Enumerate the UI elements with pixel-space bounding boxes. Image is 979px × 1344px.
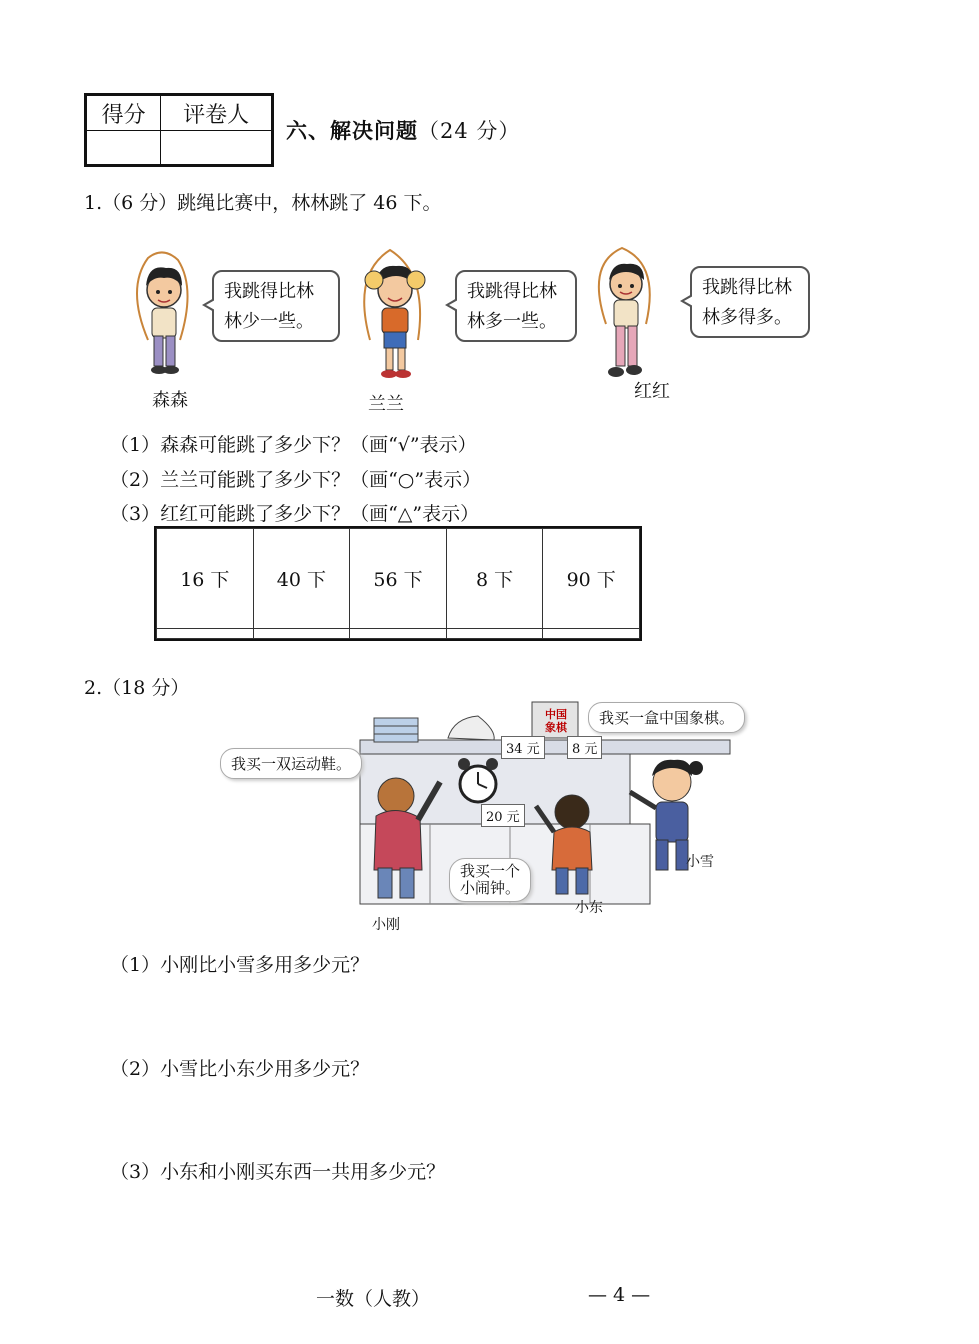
chess-box-label-line2: 象棋 [545, 721, 567, 734]
score-box [84, 93, 274, 167]
speech-bubble-xiaodong [449, 858, 531, 902]
section-title [286, 115, 520, 145]
table-header-90: 90 下 [543, 529, 640, 629]
answer-cell-8[interactable] [446, 629, 543, 639]
footer-page-number: — 4 — [588, 1284, 651, 1306]
kid-sensen-illustration [118, 248, 208, 388]
q1-intro: 1.（6 分）跳绳比赛中，林林跳了 46 下。 [84, 192, 442, 214]
kid-name-sensen: 森森 [152, 390, 188, 411]
name-xiaogang: 小刚 [372, 917, 400, 933]
answer-cell-16[interactable] [157, 629, 254, 639]
price-tag-shoes: 34 元 [501, 736, 545, 759]
kid-name-lanlan: 兰兰 [368, 394, 404, 415]
speech-lanlan-line2: 林多一些。 [467, 311, 557, 332]
speech-sensen-line2: 林少一些。 [224, 311, 314, 332]
section-points: （24 分） [418, 119, 521, 143]
answer-cell-40[interactable] [253, 629, 350, 639]
kid-honghong-illustration [582, 244, 672, 392]
speech-lanlan-line1: 我跳得比林 [467, 281, 557, 302]
speech-bubble-xiaoxue: 我买一盒中国象棋。 [588, 702, 745, 733]
speech-bubble-sensen [212, 270, 340, 342]
name-xiaoxue: 小雪 [686, 854, 714, 870]
table-header-40: 40 下 [253, 529, 350, 629]
speech-honghong-line1: 我跳得比林 [702, 277, 792, 298]
speech-sensen-line1: 我跳得比林 [224, 281, 314, 302]
table-header-8: 8 下 [446, 529, 543, 629]
q2-sub-2: （2）小雪比小东少用多少元？ [110, 1058, 370, 1080]
q1-sub-2: （2）兰兰可能跳了多少下？（画“○”表示） [110, 469, 482, 491]
q2-intro: 2.（18 分） [84, 677, 190, 699]
name-xiaodong: 小东 [575, 900, 603, 916]
table-header-16: 16 下 [157, 529, 254, 629]
footer-book-label: 一数（人教） [316, 1288, 431, 1310]
q1-sub-3: （3）红红可能跳了多少下？（画“△”表示） [110, 503, 480, 525]
q2-sub-3: （3）小东和小刚买东西一共用多少元？ [110, 1161, 446, 1183]
q2-sub-1: （1）小刚比小雪多用多少元？ [110, 954, 370, 976]
price-tag-chess: 8 元 [567, 736, 602, 759]
chess-box-label [533, 708, 579, 734]
shop-scene-illustration [350, 700, 750, 930]
answer-cell-56[interactable] [350, 629, 447, 639]
kid-name-honghong: 红红 [634, 381, 670, 402]
price-tag-clock: 20 元 [481, 804, 525, 827]
speech-bubble-xiaogang: 我买一双运动鞋。 [220, 748, 362, 779]
score-cell[interactable] [87, 131, 161, 165]
score-label: 得分 [87, 96, 161, 131]
answer-cell-90[interactable] [543, 629, 640, 639]
q1-sub-1: （1）森森可能跳了多少下？（画“√”表示） [110, 434, 477, 456]
grader-label: 评卷人 [161, 96, 272, 131]
section-title-text: 六、解决问题 [286, 118, 418, 143]
grader-cell[interactable] [161, 131, 272, 165]
answer-table [154, 526, 642, 641]
speech-honghong-line2: 林多得多。 [702, 307, 792, 328]
table-header-56: 56 下 [350, 529, 447, 629]
speech-bubble-honghong [690, 266, 810, 338]
speech-xiaodong-line1: 我买一个 [460, 862, 521, 880]
speech-bubble-lanlan [455, 270, 577, 342]
chess-box-label-line1: 中国 [545, 708, 567, 721]
kid-lanlan-illustration [350, 244, 445, 392]
speech-xiaodong-line2: 小闹钟。 [460, 879, 521, 897]
